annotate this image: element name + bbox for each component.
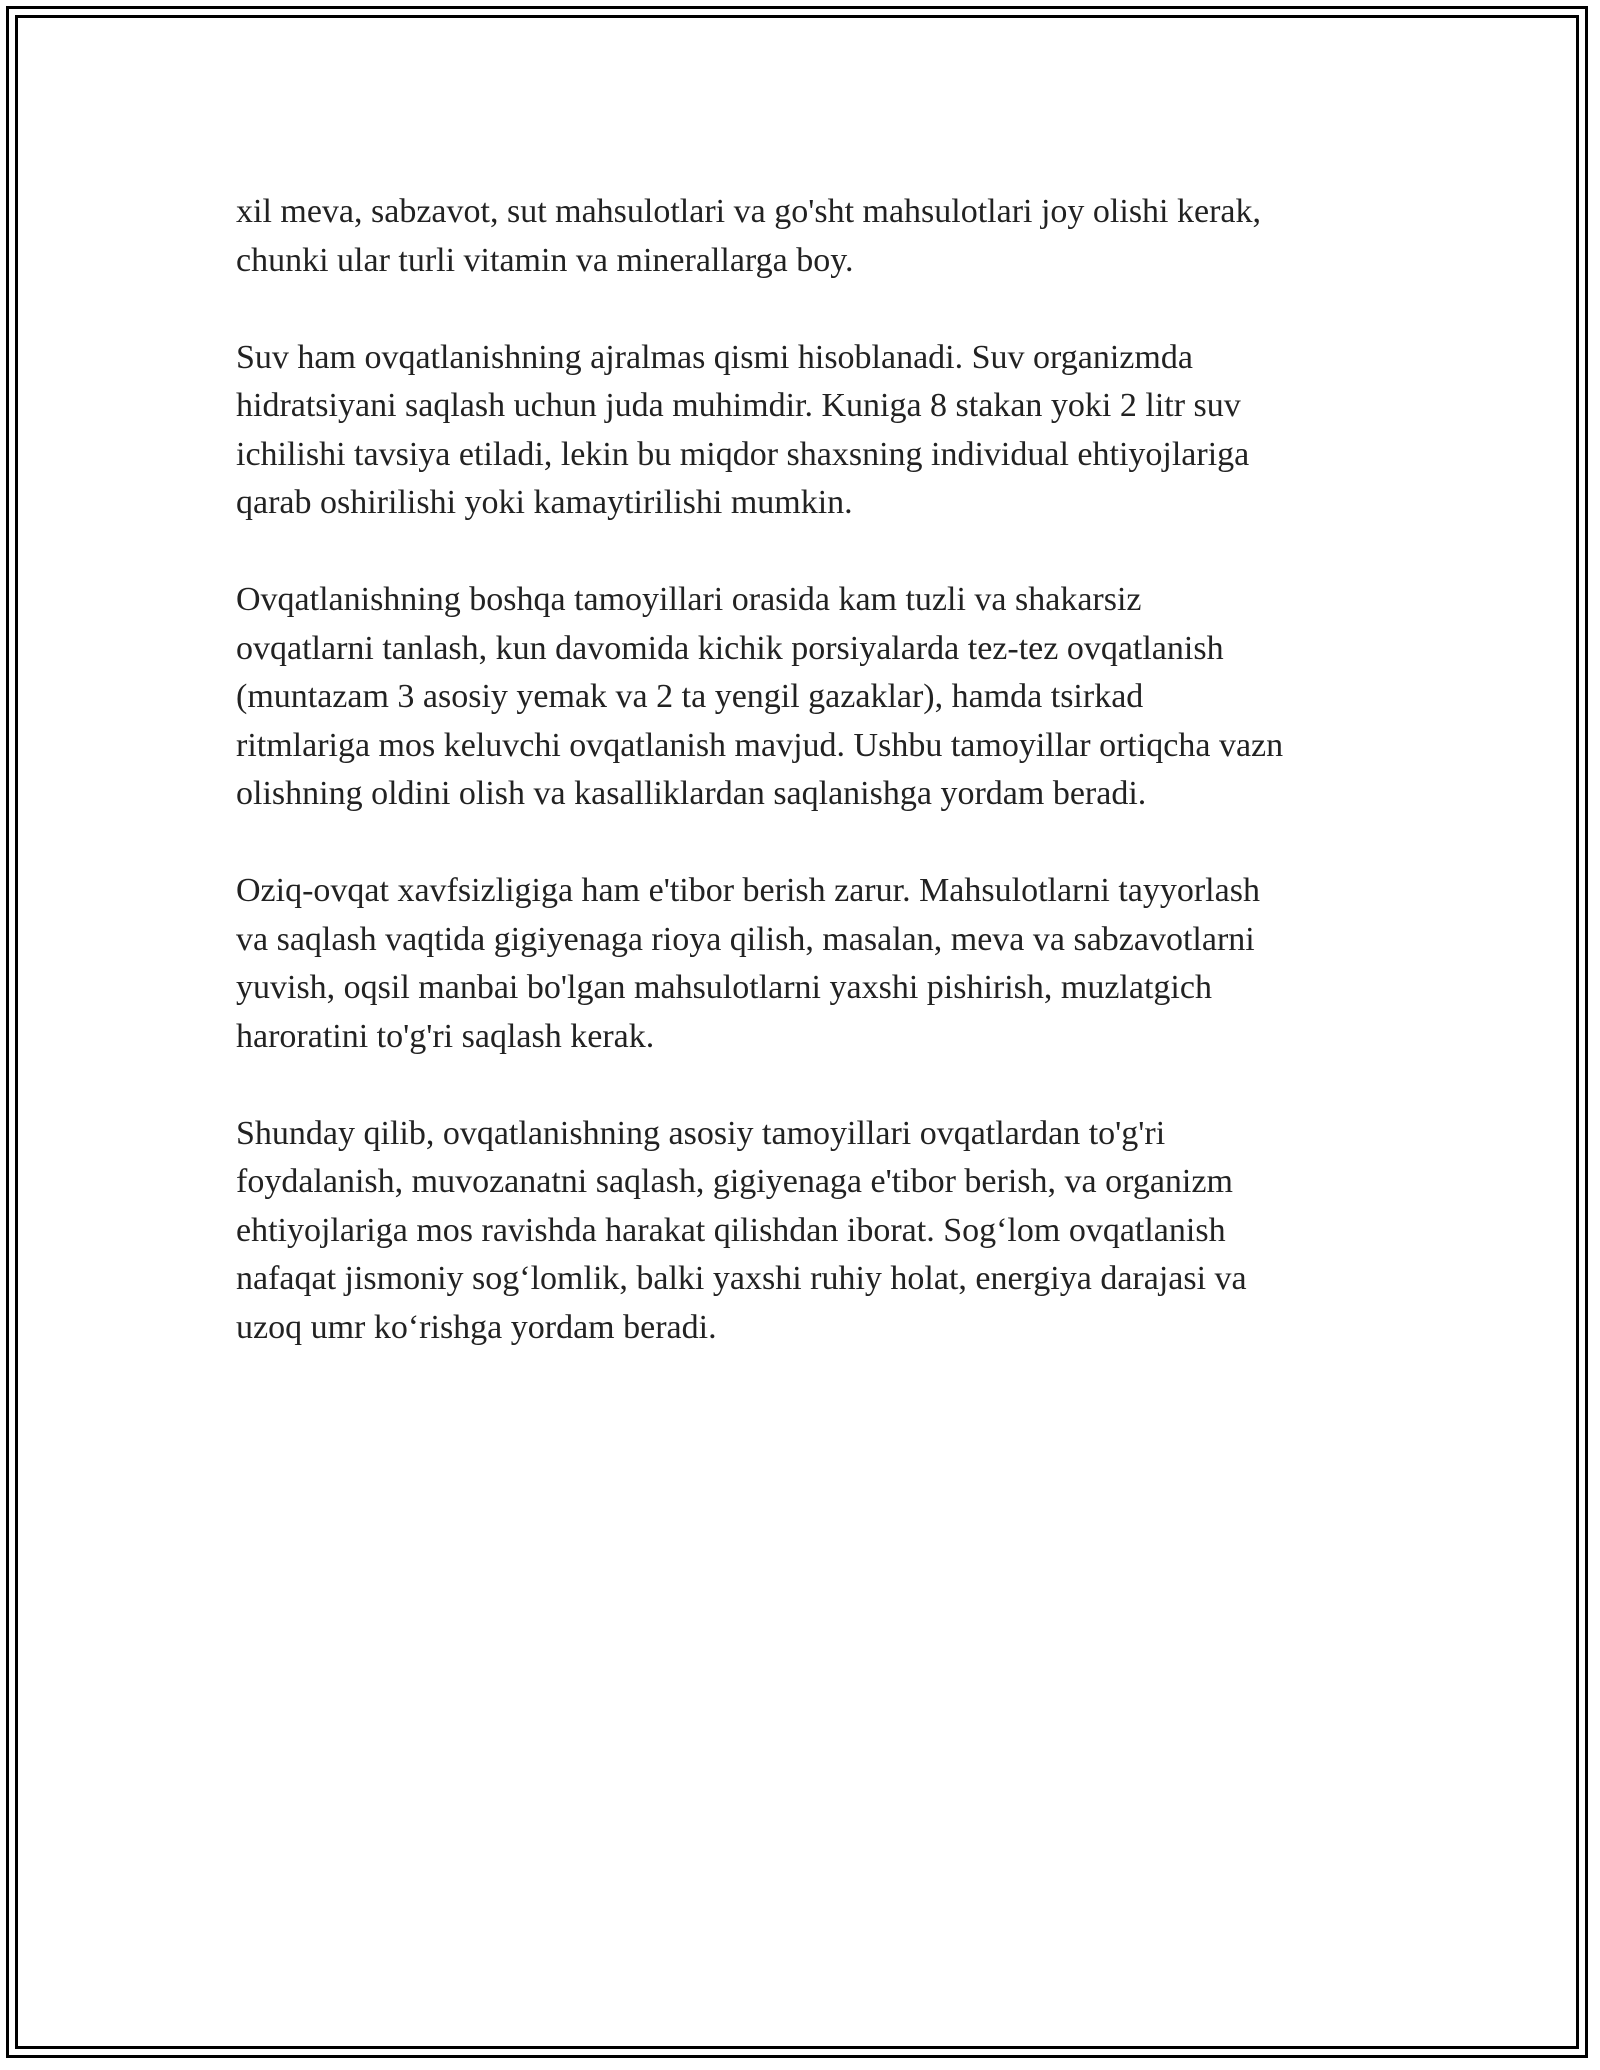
paragraph: Oziq-ovqat xavfsizligiga ham e'tibor berish zarur. Mahsulotlarni tayyorlash va saqlash vaqtida gigiyenaga rioya qilish, masalan, meva va sabzavotlarni yuvish, oqsil manbai bo'lgan mahsulotlarni yaxshi pishirish, muzlatgich haroratini to'g'ri saqlash kerak. bbox=[236, 872, 1260, 1055]
paragraph: Suv ham ovqatlanishning ajralmas qismi hisoblanadi. Suv organizmda hidratsiyani saqlash uchun juda muhimdir. Kuniga 8 stakan yoki 2 litr suv ichilishi tavsiya etiladi, lekin bu miqdor shaxsning individual ehtiyojlariga qarab oshirilishi yoki kamaytirilishi mumkin. bbox=[236, 338, 1250, 521]
paragraph: Ovqatlanishning boshqa tamoyillari orasida kam tuzli va shakarsiz ovqatlarni tanlash, kun davomida kichik porsiyalarda tez-tez ovqatlanish (muntazam 3 asosiy yemak va 2 ta yengil gazaklar), hamda tsirkad ritmlariga mos keluvchi ovqatlanish mavjud. Ushbu tamoyillar ortiqcha vazn olishning oldini olish va kasalliklardan saqlanishga yordam beradi. bbox=[236, 581, 1284, 812]
paragraph: Shunday qilib, ovqatlanishning asosiy tamoyillari ovqatlardan to'g'ri foydalanish, muvozanatni saqlash, gigiyenaga e'tibor berish, va organizm ehtiyojlariga mos ravishda harakat qilishdan iborat. Sog‘lom ovqatlanish nafaqat jismoniy sog‘lomlik, balki yaxshi ruhiy holat, energiya darajasi va uzoq umr ko‘rishga yordam beradi. bbox=[236, 1114, 1247, 1346]
document-body bbox=[236, 188, 1406, 1401]
paragraph: xil meva, sabzavot, sut mahsulotlari va go'sht mahsulotlari joy olishi kerak, chunki ular turli vitamin va minerallarga boy. bbox=[236, 193, 1261, 279]
